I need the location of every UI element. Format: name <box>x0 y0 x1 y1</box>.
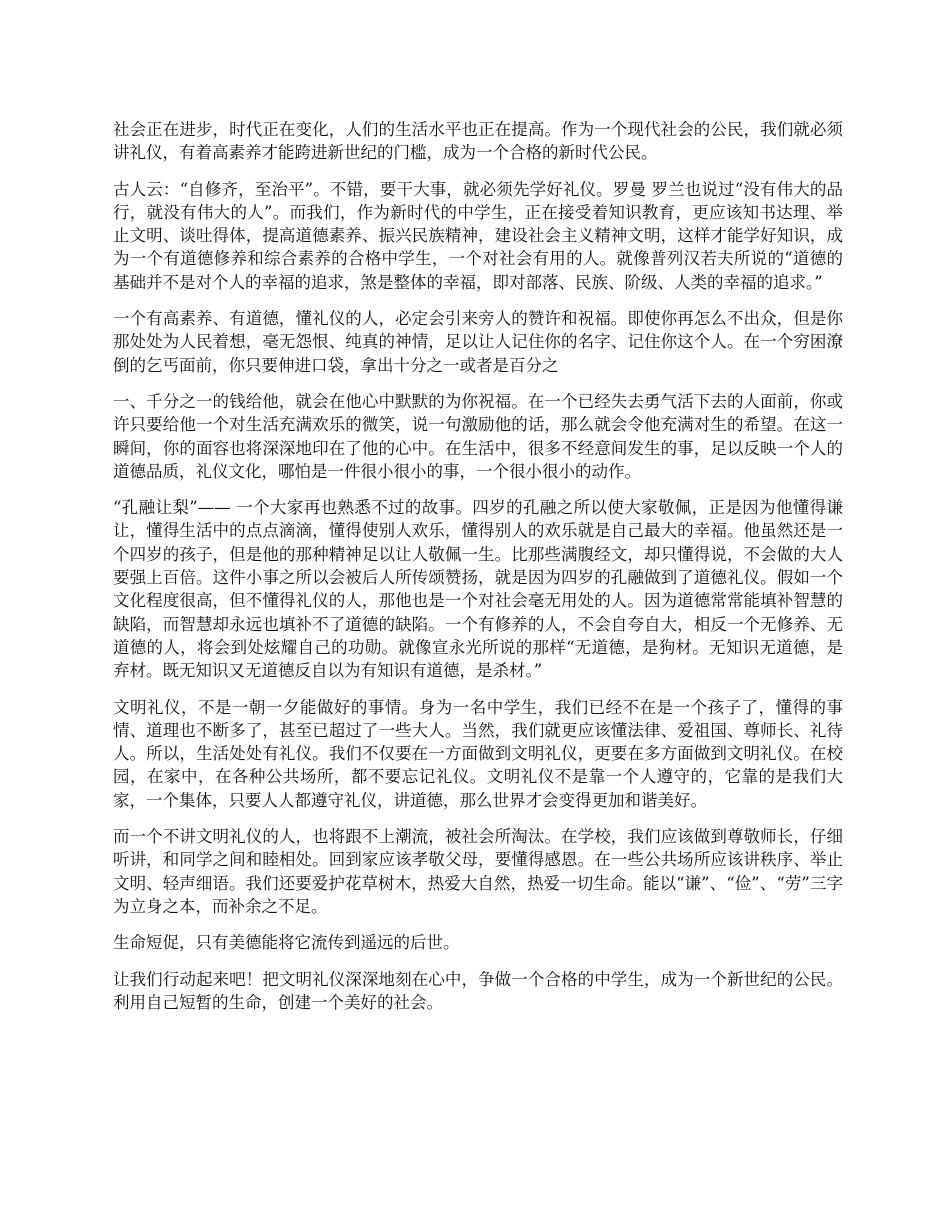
paragraph-2: 古人云：“自修齐，至治平”。不错，要干大事，就必须先学好礼仪。罗曼 罗兰也说过“没有伟大的品行，就没有伟大的人”。而我们，作为新时代的中学生，正在接受着知识教育，更应该知书达理、举止文明、谈吐得体，提高道德素养、振兴民族精神，建设社会主义精神文明，这样才能学好知识，成为一个有道德修养和综合素养的合格中学生，一个对社会有用的人。就像普列汉若夫所说的“道德的基础并不是对个人的幸福的追求，煞是整体的幸福，即对部落、民族、阶级、人类的幸福的追求。” <box>113 179 843 292</box>
paragraph-8: 生命短促，只有美德能将它流传到遥远的后世。 <box>113 933 460 953</box>
paragraph-1: 社会正在进步，时代正在变化，人们的生活水平也正在提高。作为一个现代社会的公民，我们就必须讲礼仪，有着高素养才能跨进新世纪的门槛，成为一个合格的新时代公民。 <box>113 120 843 163</box>
paragraph-6: 文明礼仪，不是一朝一夕能做好的事情。身为一名中学生，我们已经不在是一个孩子了，懂得的事情、道理也不断多了，甚至已超过了一些大人。当然，我们就更应该懂法律、爱祖国、尊师长、礼待人。所以，生活处处有礼仪。我们不仅要在一方面做到文明礼仪，更要在多方面做到文明礼仪。在校园，在家中，在各种公共场所，都不要忘记礼仪。文明礼仪不是靠一个人遵守的，它靠的是我们大家，一个集体，只要人人都遵守礼仪，讲道德，那么世界才会变得更加和谐美好。 <box>113 697 843 810</box>
paragraph-4: 一、千分之一的钱给他，就会在他心中默默的为你祝福。在一个已经失去勇气活下去的人面前，你或许只要给他一个对生活充满欢乐的微笑，说一句激励他的话，那么就会令他充满对生的希望。在这一瞬间，你的面容也将深深地印在了他的心中。在生活中，很多不经意间发生的事，足以反映一个人的道德品质，礼仪文化，哪怕是一件很小很小的事，一个很小很小的动作。 <box>113 391 843 481</box>
paragraph-5: “孔融让梨”—— 一个大家再也熟悉不过的故事。四岁的孔融之所以使大家敬佩，正是因为他懂得谦让，懂得生活中的点点滴滴，懂得使别人欢乐，懂得别人的欢乐就是自己最大的幸福。他虽然还是一个四岁的孩子，但是他的那种精神足以让人敬佩一生。比那些满腹经文，却只懂得说，不会做的大人要强上百倍。这件小事之所以会被后人所传颂赞扬，就是因为四岁的孔融做到了道德礼仪。假如一个文化程度很高，但不懂得礼仪的人，那他也是一个对社会毫无用处的人。因为道德常常能填补智慧的缺陷，而智慧却永远也填补不了道德的缺陷。一个有修养的人，不会自夸自大，相反一个无修养、无道德的人，将会到处炫耀自己的功勋。就像宣永光所说的那样“无道德，是狗材。无知识无道德，是弃材。既无知识又无道德反自以为有知识有道德，是杀材。” <box>113 498 843 681</box>
document-body <box>113 118 843 1027</box>
paragraph-9: 让我们行动起来吧！把文明礼仪深深地刻在心中，争做一个合格的中学生，成为一个新世纪的公民。利用自己短暂的生命，创建一个美好的社会。 <box>113 969 843 1012</box>
paragraph-3: 一个有高素养、有道德，懂礼仪的人，必定会引来旁人的赞许和祝福。即使你再怎么不出众，但是你那处处为人民着想，毫无怨恨、纯真的神情，足以让人记住你的名字、记住你这个人。在一个穷困潦倒的乞丐面前，你只要伸进口袋，拿出十分之一或者是百分之 <box>113 309 843 375</box>
paragraph-7: 而一个不讲文明礼仪的人，也将跟不上潮流，被社会所淘汰。在学校，我们应该做到尊敬师长，仔细听讲，和同学之间和睦相处。回到家应该孝敬父母，要懂得感恩。在一些公共场所应该讲秩序、举止文明、轻声细语。我们还要爱护花草树木，热爱大自然，热爱一切生命。能以“谦”、“俭”、“劳”三字为立身之本，而补余之不足。 <box>113 827 843 916</box>
